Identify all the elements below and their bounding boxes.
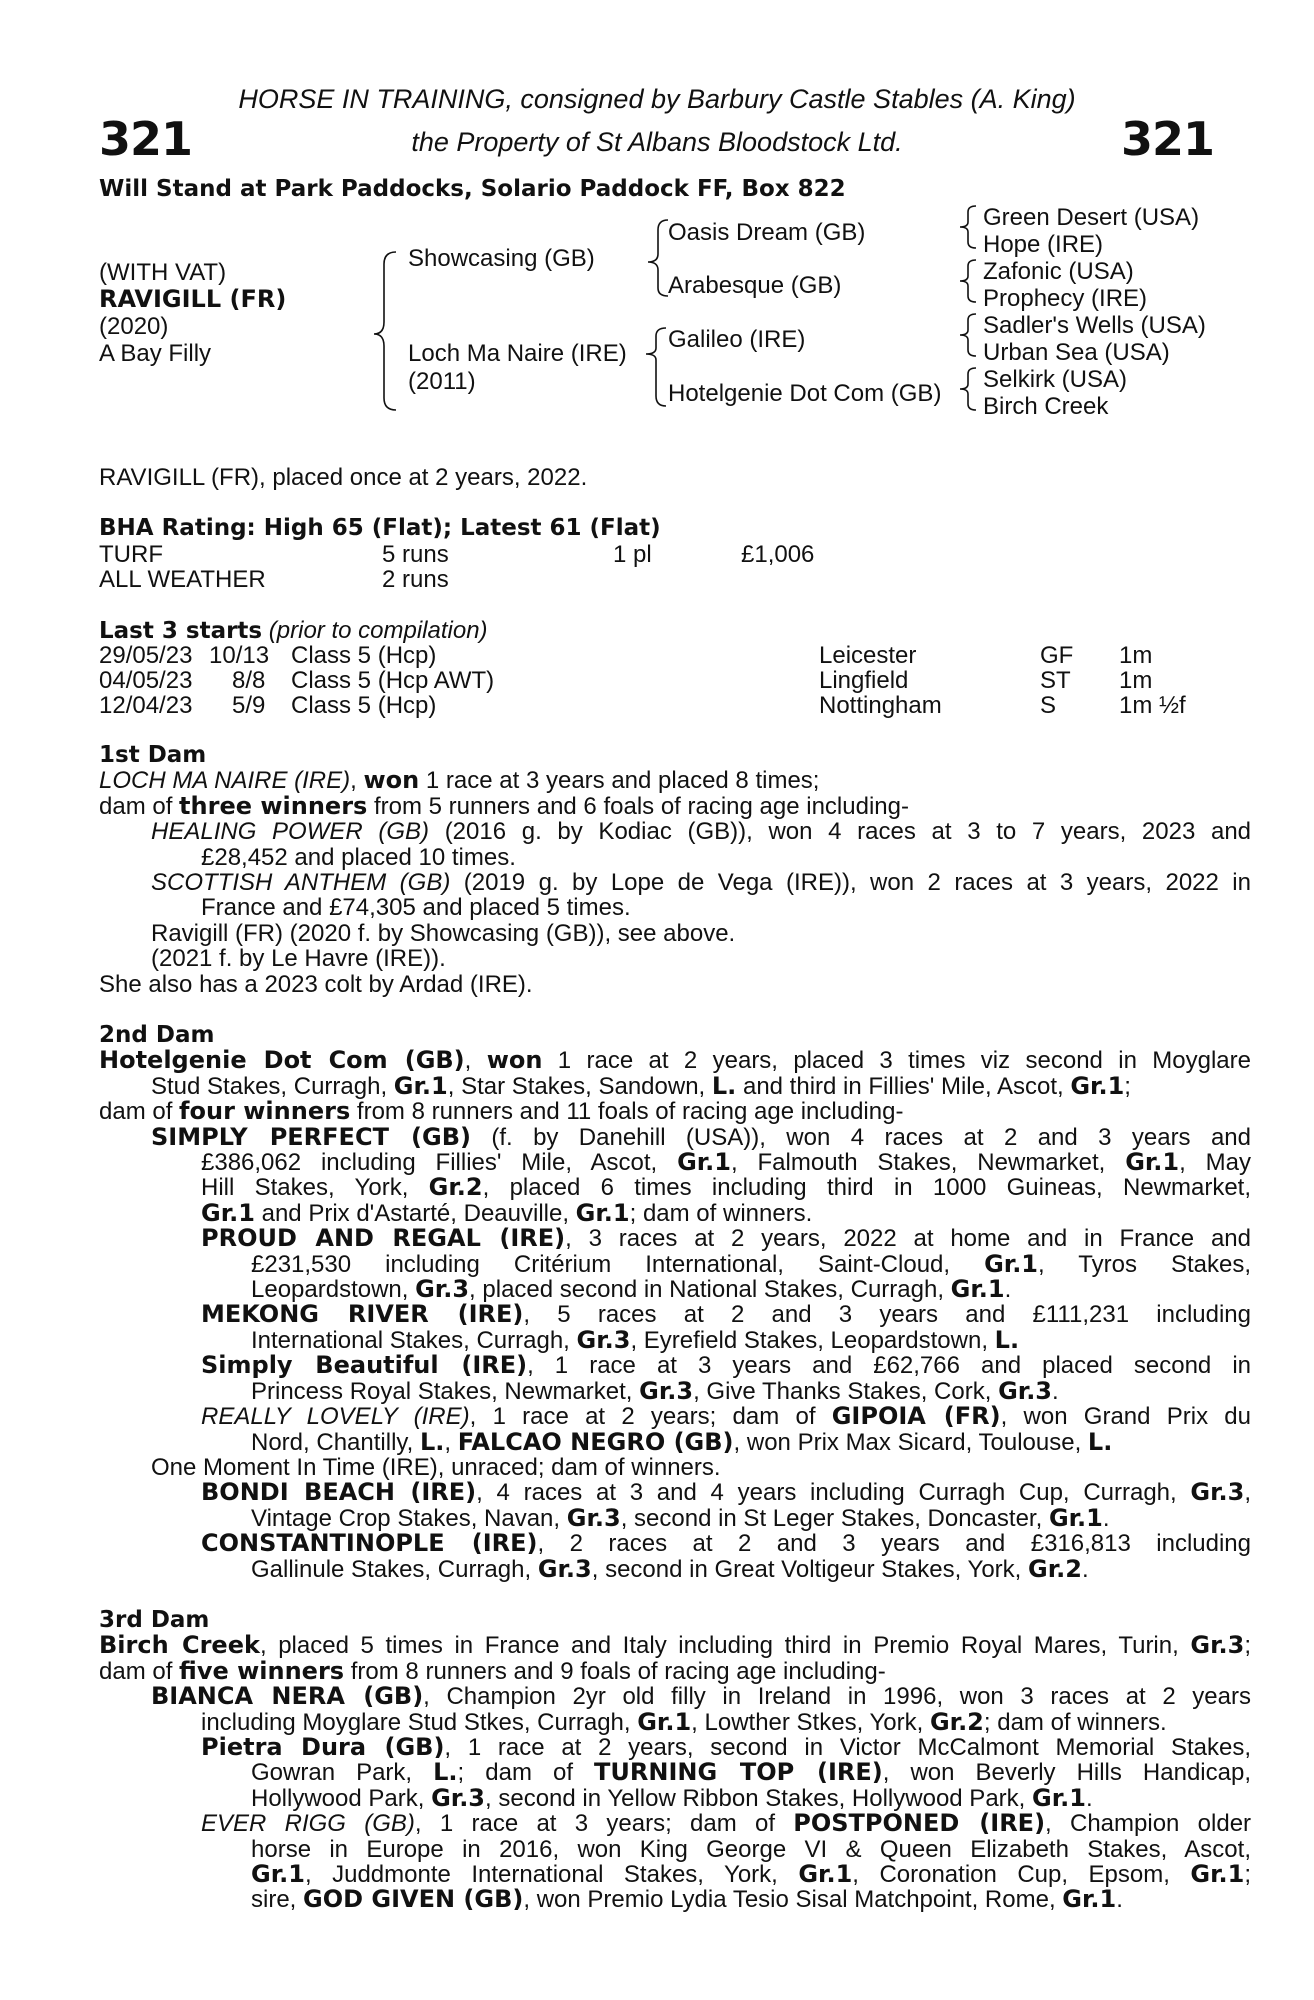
family-line: Simply Beautiful (IRE), 1 race at 3 years and £62,766 and placed second in [201,1351,1252,1380]
sire-sire: Oasis Dream (GB) [668,219,866,246]
dam-sire: Galileo (IRE) [668,326,806,353]
surface: TURF [99,541,163,568]
family-line: EVER RIGG (GB), 1 race at 3 years; dam of POSTPONED (IRE), Champion older [201,1809,1252,1838]
family-line: HEALING POWER (GB) (2016 g. by Kodiac (GB)), won 4 races at 3 to 7 years, 2023 and [151,818,1252,846]
family-line: Birch Creek, placed 5 times in France and Italy including third in Premio Royal Mares, Turin, Gr.3; [99,1631,1251,1660]
section-heading: 3rd Dam [99,1607,210,1633]
dam-dam: Hotelgenie Dot Com (GB) [668,380,942,407]
ped-sdd: Prophecy (IRE) [983,285,1148,312]
ped-ssd: Hope (IRE) [983,231,1104,258]
ped-sds: Zafonic (USA) [983,258,1134,285]
family-line: dam of three winners from 5 runners and 6 foals of racing age including- [99,791,909,820]
family-line: Gallinule Stakes, Curragh, Gr.3, second in Great Voltigeur Stakes, York, Gr.2. [251,1554,1089,1583]
start-race: Class 5 (Hcp AWT) [291,667,495,694]
family-line: BONDI BEACH (IRE), 4 races at 3 and 4 years including Curragh Cup, Curragh, Gr.3, [201,1478,1252,1507]
family-line: LOCH MA NAIRE (IRE), won 1 race at 3 years and placed 8 times; [99,766,820,795]
ped-ddd: Birch Creek [983,393,1109,420]
start-position: 10/13 [209,642,270,669]
section-heading: 2nd Dam [99,1022,215,1048]
family-line: £386,062 including Fillies' Mile, Ascot, Gr.1, Falmouth Stakes, Newmarket, Gr.1, May [201,1148,1251,1177]
rating-heading: BHA Rating: High 65 (Flat); Latest 61 (Flat) [99,515,661,541]
family-line: Nord, Chantilly, L., FALCAO NEGRO (GB), won Prix Max Sicard, Toulouse, L. [251,1427,1113,1456]
family-line: Pietra Dura (GB), 1 race at 2 years, second in Victor McCalmont Memorial Stakes, [201,1733,1251,1762]
sire-dam: Arabesque (GB) [668,272,842,299]
second-dam-section [99,1023,1251,1582]
ped-dss: Sadler's Wells (USA) [983,312,1206,339]
start-position: 5/9 [232,692,266,719]
section-heading: 1st Dam [99,742,207,768]
start-date: 04/05/23 [99,667,193,694]
family-line: horse in Europe in 2016, won King George VI & Queen Elizabeth Stakes, Ascot, [251,1835,1251,1863]
ped-sss: Green Desert (USA) [983,204,1200,231]
surface: ALL WEATHER [99,566,266,593]
start-going: GF [1040,642,1074,669]
start-distance: 1m ½f [1119,692,1186,719]
start-date: 29/05/23 [99,642,193,669]
horse-year: (2020) [99,313,169,340]
start-going: S [1040,692,1057,719]
family-line: MEKONG RIVER (IRE), 5 races at 2 and 3 years and £111,231 including [201,1300,1251,1329]
vat-note: (WITH VAT) [99,259,227,286]
runs: 2 runs [382,566,449,593]
dam-year: (2011) [408,368,476,395]
family-line: Gr.1, Juddmonte International Stakes, York, Gr.1, Coronation Cup, Epsom, Gr.1; [251,1860,1252,1889]
start-course: Lingfield [819,667,909,694]
race-summary: RAVIGILL (FR), placed once at 2 years, 2022. [99,464,588,491]
family-line: Gowran Park, L.; dam of TURNING TOP (IRE), won Beverly Hills Handicap, [251,1758,1251,1787]
family-line: REALLY LOVELY (IRE), 1 race at 2 years; dam of GIPOIA (FR), won Grand Prix du [201,1402,1252,1431]
family-line: France and £74,305 and placed 5 times. [201,894,631,922]
placed: 1 pl [613,541,652,568]
ped-dds: Selkirk (USA) [983,366,1128,393]
family-line: sire, GOD GIVEN (GB), won Premio Lydia Tesio Sisal Matchpoint, Rome, Gr.1. [251,1885,1123,1914]
last-starts-heading [99,617,488,645]
start-race: Class 5 (Hcp) [291,642,437,669]
runs: 5 runs [382,541,449,568]
ped-dsd: Urban Sea (USA) [983,339,1170,366]
family-line: Vintage Crop Stakes, Navan, Gr.3, second in St Leger Stakes, Doncaster, Gr.1. [251,1503,1110,1532]
start-date: 12/04/23 [99,692,193,719]
prize: £1,006 [741,541,815,568]
first-dam-section [99,743,1251,997]
stand-location: Will Stand at Park Paddocks, Solario Paddock FF, Box 822 [99,176,846,202]
start-race: Class 5 (Hcp) [291,692,437,719]
family-line: (2021 f. by Le Havre (IRE)). [151,945,446,973]
lot-number-left: 321 [99,112,193,166]
family-line: CONSTANTINOPLE (IRE), 2 races at 2 and 3 years and £316,813 including [201,1529,1252,1558]
family-line: One Moment In Time (IRE), unraced; dam of winners. [151,1453,721,1481]
family-line: SIMPLY PERFECT (GB) (f. by Danehill (USA)), won 4 races at 2 and 3 years and [151,1122,1251,1151]
family-line: BIANCA NERA (GB), Champion 2yr old filly in Ireland in 1996, won 3 races at 2 years [151,1682,1251,1711]
family-line: dam of five winners from 8 runners and 9 foals of racing age including- [99,1656,886,1685]
start-distance: 1m [1119,667,1153,694]
family-line: Hotelgenie Dot Com (GB), won 1 race at 2 years, placed 3 times viz second in Moyglare [99,1046,1251,1075]
family-line: Hill Stakes, York, Gr.2, placed 6 times including third in 1000 Guineas, Newmarket, [201,1173,1252,1202]
family-line: Leopardstown, Gr.3, placed second in National Stakes, Curragh, Gr.1. [251,1275,1012,1304]
sire: Showcasing (GB) [408,245,595,272]
family-line: dam of four winners from 8 runners and 11 foals of racing age including- [99,1097,904,1126]
family-line: SCOTTISH ANTHEM (GB) (2019 g. by Lope de Vega (IRE)), won 2 races at 3 years, 2022 in [151,869,1251,897]
start-course: Nottingham [819,692,942,719]
family-line: including Moyglare Stud Stkes, Curragh, Gr.1, Lowther Stkes, York, Gr.2; dam of winners. [201,1707,1167,1736]
family-line: £231,530 including Critérium International, Saint-Cloud, Gr.1, Tyros Stakes, [251,1249,1251,1278]
horse-description: A Bay Filly [99,340,212,367]
family-line: £28,452 and placed 10 times. [201,843,516,871]
third-dam-section [99,1608,1251,1913]
family-line: Princess Royal Stakes, Newmarket, Gr.3, Give Thanks Stakes, Cork, Gr.3. [251,1376,1059,1405]
family-line: Ravigill (FR) (2020 f. by Showcasing (GB)), see above. [151,919,736,947]
start-going: ST [1040,667,1071,694]
family-line: PROUD AND REGAL (IRE), 3 races at 2 years, 2022 at home and in France and [201,1224,1251,1253]
last-starts-note: (prior to compilation) [268,617,488,644]
property-line: the Property of St Albans Bloodstock Ltd. [411,127,903,157]
horse-name: RAVIGILL (FR) [99,285,287,313]
family-line: Hollywood Park, Gr.3, second in Yellow Ribbon Stakes, Hollywood Park, Gr.1. [251,1783,1093,1812]
start-distance: 1m [1119,642,1153,669]
lot-number-right: 321 [1121,112,1215,166]
start-position: 8/8 [232,667,266,694]
family-line: International Stakes, Curragh, Gr.3, Eyrefield Stakes, Leopardstown, L. [251,1325,1020,1354]
consignor-line: HORSE IN TRAINING, consigned by Barbury Castle Stables (A. King) [238,84,1076,114]
family-line: Gr.1 and Prix d'Astarté, Deauville, Gr.1; dam of winners. [201,1198,813,1227]
family-line: She also has a 2023 colt by Ardad (IRE). [99,970,533,998]
start-course: Leicester [819,642,917,669]
last-starts-title: Last 3 starts [99,618,263,644]
dam: Loch Ma Naire (IRE) [408,340,627,367]
family-line: Stud Stakes, Curragh, Gr.1, Star Stakes, Sandown, L. and third in Fillies' Mile, Ascot, Gr.1; [151,1071,1131,1100]
